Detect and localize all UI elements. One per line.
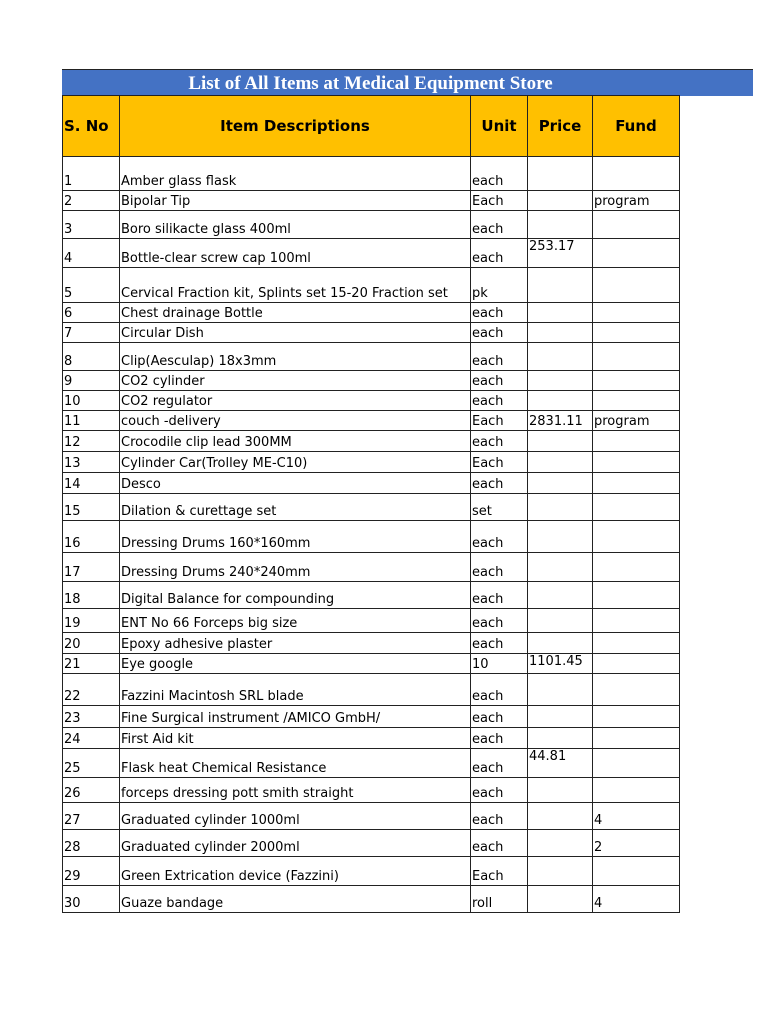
table-row (63, 886, 680, 913)
cell-desc[interactable]: Dressing Drums 240*240mm (120, 553, 471, 582)
cell-fund[interactable] (593, 343, 680, 371)
cell-desc[interactable]: Eye google (120, 654, 471, 674)
cell-unit[interactable]: each (471, 431, 528, 452)
cell-fund[interactable] (593, 553, 680, 582)
header-row (63, 96, 680, 157)
cell-sno[interactable]: 1 (63, 157, 120, 191)
cell-sno[interactable]: 18 (63, 582, 120, 609)
cell-price[interactable] (528, 728, 593, 749)
table-row (63, 211, 680, 239)
table-row (63, 749, 680, 778)
cell-desc[interactable]: Bottle-clear screw cap 100ml (120, 239, 471, 268)
cell-sno[interactable]: 30 (63, 886, 120, 913)
cell-fund[interactable] (593, 473, 680, 494)
cell-price[interactable]: 253.17 (528, 239, 593, 268)
cell-desc[interactable]: Graduated cylinder 1000ml (120, 803, 471, 830)
table-row (63, 582, 680, 609)
cell-desc[interactable]: Cylinder Car(Trolley ME-C10) (120, 452, 471, 473)
cell-price[interactable] (528, 553, 593, 582)
cell-sno[interactable]: 19 (63, 609, 120, 633)
cell-unit[interactable]: Each (471, 452, 528, 473)
cell-price[interactable]: 1101.45 (528, 654, 593, 674)
table-row (63, 303, 680, 323)
cell-unit[interactable]: each (471, 706, 528, 728)
cell-price[interactable] (528, 633, 593, 654)
cell-unit[interactable]: each (471, 609, 528, 633)
table-row (63, 778, 680, 803)
cell-price[interactable] (528, 391, 593, 411)
cell-sno[interactable]: 12 (63, 431, 120, 452)
cell-price[interactable] (528, 521, 593, 553)
cell-unit[interactable]: each (471, 473, 528, 494)
cell-sno[interactable]: 16 (63, 521, 120, 553)
cell-sno[interactable]: 2 (63, 191, 120, 211)
cell-price[interactable] (528, 830, 593, 857)
cell-fund[interactable] (593, 857, 680, 886)
header-price[interactable]: Price (528, 96, 593, 157)
cell-sno[interactable]: 15 (63, 494, 120, 521)
cell-sno[interactable]: 23 (63, 706, 120, 728)
table-row (63, 239, 680, 268)
cell-fund[interactable] (593, 749, 680, 778)
cell-unit[interactable]: each (471, 749, 528, 778)
cell-fund[interactable] (593, 633, 680, 654)
cell-sno[interactable]: 20 (63, 633, 120, 654)
cell-desc[interactable]: forceps dressing pott smith straight (120, 778, 471, 803)
cell-desc[interactable]: Epoxy adhesive plaster (120, 633, 471, 654)
cell-fund[interactable] (593, 303, 680, 323)
cell-fund[interactable]: 4 (593, 886, 680, 913)
header-unit[interactable]: Unit (471, 96, 528, 157)
cell-sno[interactable]: 5 (63, 268, 120, 303)
cell-unit[interactable]: Each (471, 411, 528, 431)
table-row (63, 674, 680, 706)
cell-price[interactable] (528, 431, 593, 452)
cell-desc[interactable]: ENT No 66 Forceps big size (120, 609, 471, 633)
cell-sno[interactable]: 27 (63, 803, 120, 830)
cell-unit[interactable]: Each (471, 857, 528, 886)
cell-sno[interactable]: 13 (63, 452, 120, 473)
cell-price[interactable] (528, 191, 593, 211)
table-row (63, 473, 680, 494)
cell-sno[interactable]: 8 (63, 343, 120, 371)
cell-sno[interactable]: 21 (63, 654, 120, 674)
cell-fund[interactable] (593, 654, 680, 674)
cell-sno[interactable]: 28 (63, 830, 120, 857)
cell-desc[interactable]: Amber glass flask (120, 157, 471, 191)
cell-fund[interactable] (593, 778, 680, 803)
cell-desc[interactable]: Crocodile clip lead 300MM (120, 431, 471, 452)
title-bar (62, 69, 753, 96)
cell-unit[interactable]: each (471, 391, 528, 411)
table-row (63, 633, 680, 654)
cell-fund[interactable] (593, 609, 680, 633)
cell-desc[interactable]: Fine Surgical instrument /AMICO GmbH/ (120, 706, 471, 728)
table-row (63, 609, 680, 633)
table-row (63, 553, 680, 582)
cell-price[interactable] (528, 582, 593, 609)
cell-price[interactable]: 44.81 (528, 749, 593, 778)
table-row (63, 343, 680, 371)
table-row (63, 494, 680, 521)
cell-desc[interactable]: Dilation & curettage set (120, 494, 471, 521)
cell-desc[interactable]: CO2 regulator (120, 391, 471, 411)
table-row (63, 654, 680, 674)
cell-fund[interactable] (593, 157, 680, 191)
cell-sno[interactable]: 10 (63, 391, 120, 411)
cell-unit[interactable]: each (471, 343, 528, 371)
cell-desc[interactable]: Clip(Aesculap) 18x3mm (120, 343, 471, 371)
cell-unit[interactable]: pk (471, 268, 528, 303)
header-desc[interactable]: Item Descriptions (120, 96, 471, 157)
cell-unit[interactable]: each (471, 239, 528, 268)
table-row (63, 706, 680, 728)
cell-price[interactable] (528, 473, 593, 494)
cell-sno[interactable]: 7 (63, 323, 120, 343)
items-table (62, 95, 680, 913)
cell-fund[interactable]: program (593, 411, 680, 431)
cell-fund[interactable] (593, 452, 680, 473)
cell-fund[interactable] (593, 494, 680, 521)
cell-price[interactable] (528, 452, 593, 473)
cell-unit[interactable]: each (471, 323, 528, 343)
cell-price[interactable] (528, 211, 593, 239)
cell-price[interactable]: 2831.11 (528, 411, 593, 431)
cell-sno[interactable]: 11 (63, 411, 120, 431)
cell-price[interactable] (528, 674, 593, 706)
table-row (63, 191, 680, 211)
cell-fund[interactable] (593, 674, 680, 706)
cell-desc[interactable]: First Aid kit (120, 728, 471, 749)
header-sno[interactable]: S. No (63, 96, 120, 157)
cell-unit[interactable]: set (471, 494, 528, 521)
cell-price[interactable] (528, 803, 593, 830)
cell-fund[interactable]: 4 (593, 803, 680, 830)
cell-sno[interactable]: 26 (63, 778, 120, 803)
cell-fund[interactable] (593, 582, 680, 609)
cell-sno[interactable]: 3 (63, 211, 120, 239)
cell-price[interactable] (528, 371, 593, 391)
cell-price[interactable] (528, 323, 593, 343)
cell-fund[interactable] (593, 371, 680, 391)
table-row (63, 268, 680, 303)
cell-unit[interactable]: each (471, 553, 528, 582)
cell-fund[interactable] (593, 391, 680, 411)
cell-fund[interactable]: 2 (593, 830, 680, 857)
cell-fund[interactable] (593, 431, 680, 452)
cell-desc[interactable]: Fazzini Macintosh SRL blade (120, 674, 471, 706)
table-row (63, 521, 680, 553)
table-row (63, 803, 680, 830)
cell-desc[interactable]: couch -delivery (120, 411, 471, 431)
cell-fund[interactable] (593, 268, 680, 303)
cell-sno[interactable]: 4 (63, 239, 120, 268)
cell-unit[interactable]: each (471, 728, 528, 749)
cell-price[interactable] (528, 157, 593, 191)
cell-unit[interactable]: each (471, 674, 528, 706)
cell-sno[interactable]: 6 (63, 303, 120, 323)
cell-unit[interactable]: each (471, 778, 528, 803)
table-row (63, 830, 680, 857)
cell-sno[interactable]: 25 (63, 749, 120, 778)
table-row (63, 857, 680, 886)
cell-desc[interactable]: Graduated cylinder 2000ml (120, 830, 471, 857)
cell-unit[interactable]: each (471, 582, 528, 609)
cell-unit[interactable]: Each (471, 191, 528, 211)
cell-unit[interactable]: each (471, 303, 528, 323)
cell-desc[interactable]: Dressing Drums 160*160mm (120, 521, 471, 553)
cell-sno[interactable]: 14 (63, 473, 120, 494)
cell-desc[interactable]: Chest drainage Bottle (120, 303, 471, 323)
cell-fund[interactable] (593, 706, 680, 728)
cell-sno[interactable]: 17 (63, 553, 120, 582)
cell-price[interactable] (528, 268, 593, 303)
table-row (63, 728, 680, 749)
cell-unit[interactable]: 10 (471, 654, 528, 674)
header-fund[interactable]: Fund (593, 96, 680, 157)
cell-unit[interactable]: each (471, 157, 528, 191)
table-row (63, 452, 680, 473)
cell-price[interactable] (528, 494, 593, 521)
cell-fund[interactable] (593, 211, 680, 239)
cell-price[interactable] (528, 778, 593, 803)
cell-sno[interactable]: 29 (63, 857, 120, 886)
cell-fund[interactable] (593, 521, 680, 553)
cell-desc[interactable]: CO2 cylinder (120, 371, 471, 391)
table-row (63, 157, 680, 191)
cell-price[interactable] (528, 857, 593, 886)
cell-sno[interactable]: 22 (63, 674, 120, 706)
cell-price[interactable] (528, 303, 593, 323)
sheet-title: List of All Items at Medical Equipment Store (188, 73, 553, 94)
cell-desc[interactable]: Desco (120, 473, 471, 494)
cell-fund[interactable]: program (593, 191, 680, 211)
cell-unit[interactable]: roll (471, 886, 528, 913)
table-row (63, 411, 680, 431)
cell-unit[interactable]: each (471, 521, 528, 553)
cell-price[interactable] (528, 706, 593, 728)
cell-desc[interactable]: Cervical Fraction kit, Splints set 15-20 Fraction set (120, 268, 471, 303)
cell-unit[interactable]: each (471, 830, 528, 857)
table-row (63, 371, 680, 391)
cell-desc[interactable]: Boro silikacte glass 400ml (120, 211, 471, 239)
cell-desc[interactable]: Flask heat Chemical Resistance (120, 749, 471, 778)
cell-desc[interactable]: Guaze bandage (120, 886, 471, 913)
cell-unit[interactable]: each (471, 803, 528, 830)
cell-unit[interactable]: each (471, 211, 528, 239)
cell-sno[interactable]: 24 (63, 728, 120, 749)
cell-sno[interactable]: 9 (63, 371, 120, 391)
cell-fund[interactable] (593, 239, 680, 268)
cell-desc[interactable]: Green Extrication device (Fazzini) (120, 857, 471, 886)
cell-price[interactable] (528, 343, 593, 371)
cell-desc[interactable]: Circular Dish (120, 323, 471, 343)
cell-fund[interactable] (593, 728, 680, 749)
cell-unit[interactable]: each (471, 633, 528, 654)
cell-unit[interactable]: each (471, 371, 528, 391)
cell-price[interactable] (528, 609, 593, 633)
cell-desc[interactable]: Digital Balance for compounding (120, 582, 471, 609)
cell-desc[interactable]: Bipolar Tip (120, 191, 471, 211)
cell-price[interactable] (528, 886, 593, 913)
cell-fund[interactable] (593, 323, 680, 343)
table-row (63, 391, 680, 411)
table-row (63, 431, 680, 452)
table-row (63, 323, 680, 343)
